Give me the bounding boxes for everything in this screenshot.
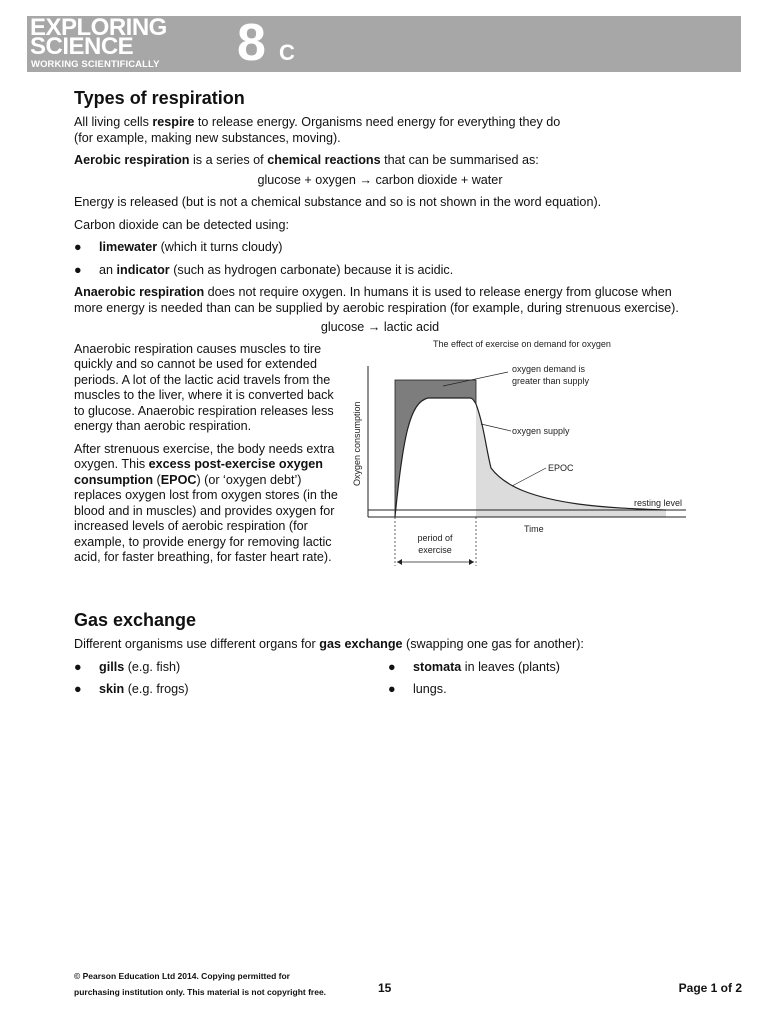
bullet-dot: ● <box>74 660 82 674</box>
aerobic-paragraph <box>74 153 686 169</box>
epoc-pointer <box>512 468 546 486</box>
page-of: Page 1 of 2 <box>678 981 742 995</box>
page-number: 15 <box>378 981 392 995</box>
keyword-epoc-full: excess post-exercise oxygen consumption <box>74 457 323 487</box>
bullet-dot: ● <box>74 240 82 254</box>
text: lungs. <box>413 682 447 696</box>
list-item-stomata <box>388 660 560 676</box>
energy-paragraph: Energy is released (but is not a chemical substance and so is not shown in the word equation). <box>74 195 602 209</box>
bullet-dot: ● <box>74 682 82 696</box>
text: Different organisms use different organs for <box>74 636 320 651</box>
keyword-respire: respire <box>152 115 195 129</box>
label-epoc: EPOC <box>548 462 574 473</box>
text: ) (or ‘oxygen debt’) replaces oxygen lost from oxygen stores (in the blood and in muscles) and provides oxygen for increased levels of aerobic respiration (for example, to provide energy for removing lactic acid, for faster breathing, for faster heart rate). <box>74 472 338 564</box>
epoc-text <box>74 342 346 566</box>
text: is a series of <box>189 153 268 167</box>
list-item-lungs <box>388 682 447 698</box>
label-supply: oxygen supply <box>512 425 570 436</box>
label-demand-1: oxygen demand is <box>512 363 586 374</box>
text: (swapping one gas for another): <box>402 636 584 651</box>
gas-exchange-list <box>74 658 686 704</box>
header-bar <box>27 16 741 72</box>
text: After strenuous exercise, the body needs extra oxygen. This <box>74 441 335 471</box>
list-item-skin <box>74 682 189 698</box>
y-axis-label: Oxygen consumption <box>352 400 362 486</box>
keyword-gills: gills <box>99 660 125 674</box>
keyword-aerobic: Aerobic respiration <box>74 153 190 167</box>
keyword-skin: skin <box>99 682 125 696</box>
keyword-gas-exchange: gas exchange <box>319 636 403 651</box>
label-resting: resting level <box>634 497 683 508</box>
brand-line-3: WORKING SCIENTIFICALLY <box>31 59 160 70</box>
brand-logo <box>30 16 220 72</box>
copyright-line-1: © Pearson Education Ltd 2014. Copying permitted for <box>74 971 290 981</box>
aerobic-equation: glucose + oxygen → carbon dioxide + water <box>257 172 503 187</box>
text: to release energy. Organisms need energy for everything they do <box>194 115 561 129</box>
label-demand-2: greater than supply <box>512 375 590 386</box>
x-axis-label: Time <box>524 523 544 534</box>
text: ( <box>153 472 161 487</box>
text: in leaves (plants) <box>461 660 560 674</box>
bullet-limewater <box>74 240 686 256</box>
label-period-2: exercise <box>418 544 452 555</box>
content <box>74 86 686 704</box>
text: that can be summarised as: <box>380 153 539 167</box>
keyword-limewater: limewater <box>99 240 158 254</box>
bullet-dot: ● <box>388 682 396 696</box>
co2-paragraph: Carbon dioxide can be detected using: <box>74 217 289 232</box>
keyword-chemical-reactions: chemical reactions <box>267 153 381 167</box>
section-title-gas-exchange: Gas exchange <box>74 609 197 630</box>
keyword-epoc: EPOC <box>160 472 197 487</box>
keyword-indicator: indicator <box>116 262 170 277</box>
text: (e.g. frogs) <box>124 682 189 696</box>
intro-paragraph <box>74 115 686 146</box>
text: (e.g. fish) <box>124 660 181 674</box>
text: an <box>99 262 117 277</box>
bullet-dot: ● <box>388 660 396 674</box>
brand-line-1: EXPLORING <box>30 14 167 41</box>
epoc-paragraph <box>74 442 346 566</box>
text: (which it turns cloudy) <box>157 240 283 254</box>
unit-letter: C <box>279 40 295 65</box>
section-title-respiration: Types of respiration <box>74 88 245 108</box>
epoc-section <box>74 338 686 602</box>
copyright-line-2: purchasing institution only. This material is not copyright free. <box>74 987 327 997</box>
text: does not require oxygen. In humans it is used to release energy from glucose when more energy is needed than can be supplied by aerobic respiration (for example, during strenuous exercise). <box>74 285 679 315</box>
keyword-anaerobic: Anaerobic respiration <box>74 285 205 299</box>
graph-title: The effect of exercise on demand for oxygen <box>433 338 611 349</box>
lactic-paragraph: Anaerobic respiration causes muscles to tire quickly and so cannot be used for extended periods. A lot of the lactic acid travels from the muscles to the liver, where it is converted back to glucose. Anaerobic respiration releases less energy than aerobic respiration. <box>74 341 334 433</box>
gas-exchange-paragraph <box>74 637 686 653</box>
copyright-notice <box>74 968 374 1000</box>
brand-line-2: SCIENCE <box>30 33 134 60</box>
anaerobic-paragraph <box>74 285 686 316</box>
bullet-indicator <box>74 263 686 279</box>
label-period-1: period of <box>417 532 453 543</box>
oxygen-demand-graph <box>348 336 694 568</box>
keyword-stomata: stomata <box>413 660 462 674</box>
unit-number: 8 <box>237 14 266 72</box>
anaerobic-equation: glucose → lactic acid <box>320 320 440 334</box>
supply-pointer <box>481 424 511 431</box>
text: All living cells <box>74 115 153 129</box>
list-item-gills <box>74 660 180 676</box>
text: (for example, making new substances, moving). <box>74 130 341 145</box>
bullet-dot: ● <box>74 262 82 277</box>
text: (such as hydrogen carbonate) because it is acidic. <box>169 262 454 277</box>
